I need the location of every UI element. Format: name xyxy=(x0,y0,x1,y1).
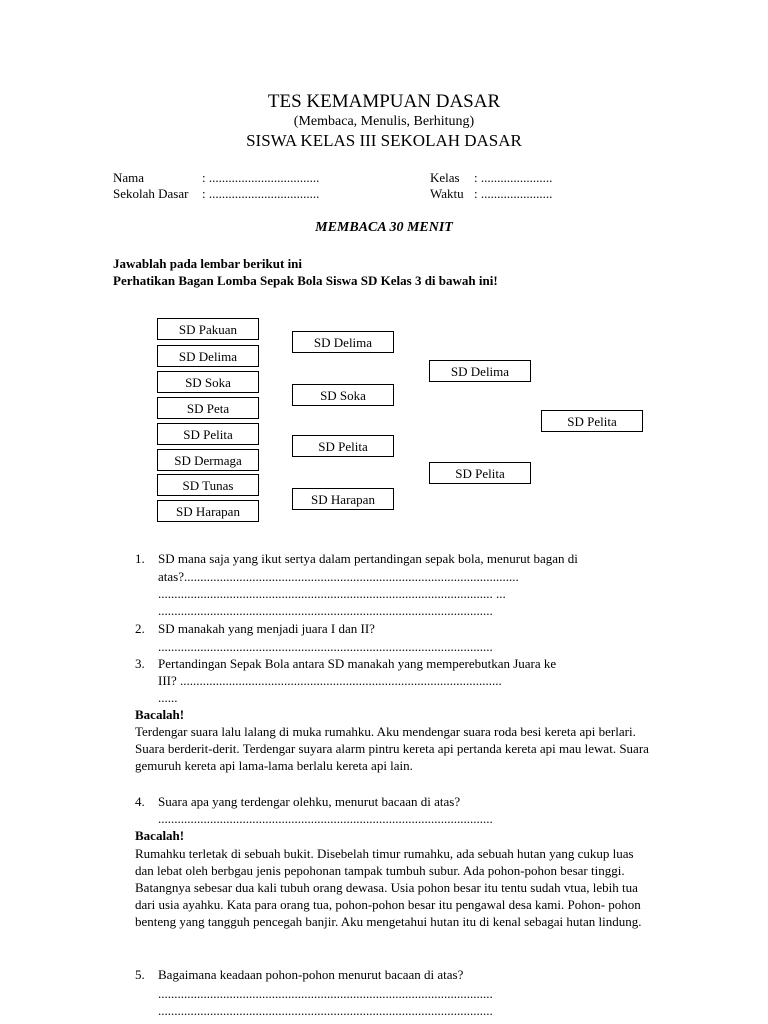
question-3-text: Pertandingan Sepak Bola antara SD manakah yang memperebutkan Juara ke xyxy=(158,656,557,671)
question-3-answer-line: ...... xyxy=(158,690,178,705)
bracket-r1-8: SD Harapan xyxy=(157,500,259,522)
bracket-final: SD Pelita xyxy=(541,410,643,432)
bracket-r1-4: SD Peta xyxy=(157,397,259,419)
sekolah-label: Sekolah Dasar xyxy=(113,186,189,201)
reading-2-text: Rumahku terletak di sebuah bukit. Disebelah timur rumahku, ada sebuah hutan yang cukup luas dan lebat oleh berbgau jenis pepohonan tampak tumbuh subur. Ada pohon-pohon besar tinggi. Batangnya sebesar dua kali tubuh orang dewasa. Usia pohon besar itu tentu sudah vtua, lebih tua dari usia ayahku. Kata para orang tua, pohon-pohon besar itu pengawal desa kami. Pohon- pohon benteng yang tangguh pencegah banjir. Aku mengetahui hutan itu di kenal sebagai hutan lindung. xyxy=(135,846,642,929)
document-title: TES KEMAMPUAN DASAR xyxy=(267,91,501,112)
bracket-r1-7: SD Tunas xyxy=(157,474,259,496)
question-3-answer-line: III? ................................................................................................... xyxy=(158,673,502,688)
bracket-r1-1: SD Pakuan xyxy=(157,318,259,340)
bracket-r1-5: SD Pelita xyxy=(157,423,259,445)
question-1-answer-line: ....................................................................................................... ... xyxy=(158,586,506,601)
nama-label: Nama xyxy=(113,170,145,185)
document-subtitle: (Membaca, Menulis, Berhitung) xyxy=(293,114,475,129)
question-4-number: 4. xyxy=(135,794,145,809)
reading-2-heading: Bacalah! xyxy=(135,828,185,843)
question-5-text: Bagaimana keadaan pohon-pohon menurut bacaan di atas? xyxy=(158,967,464,982)
instruction-line-2: Perhatikan Bagan Lomba Sepak Bola Siswa SD Kelas 3 di bawah ini! xyxy=(113,273,498,288)
waktu-label: Waktu xyxy=(430,186,464,201)
question-1-answer-line: atas?....................................................................................................... xyxy=(158,569,519,584)
waktu-field: : ...................... xyxy=(474,186,553,201)
question-4-answer-line: ....................................................................................................... xyxy=(158,811,493,826)
class-title: SISWA KELAS III SEKOLAH DASAR xyxy=(246,131,522,150)
bracket-r3-2: SD Pelita xyxy=(429,462,531,484)
reading-1-heading: Bacalah! xyxy=(135,707,185,722)
question-4-text: Suara apa yang terdengar olehku, menurut bacaan di atas? xyxy=(158,794,461,809)
reading-1-text: Terdengar suara lalu lalang di muka rumahku. Aku mendengar suara roda besi kereta api berlari. Suara berderit-derit. Terdengar suyara alarm pintru kereta api pertanda kereta api mau lewat. Suara gemuruh kereta api lama-lama berlalu kereta api lain. xyxy=(135,724,649,773)
bracket-r2-4: SD Harapan xyxy=(292,488,394,510)
question-2-number: 2. xyxy=(135,621,145,636)
question-1-text: SD mana saja yang ikut sertya dalam pertandingan sepak bola, menurut bagan di xyxy=(158,551,578,566)
kelas-field: : ...................... xyxy=(474,170,553,185)
bracket-r1-2: SD Delima xyxy=(157,345,259,367)
bracket-r2-3: SD Pelita xyxy=(292,435,394,457)
question-1-answer-line: ....................................................................................................... xyxy=(158,603,493,618)
question-5-answer-line: ....................................................................................................... xyxy=(158,1003,493,1018)
question-1-number: 1. xyxy=(135,551,145,566)
section-title: MEMBACA 30 MENIT xyxy=(315,220,453,235)
kelas-label: Kelas xyxy=(430,170,460,185)
bracket-r2-2: SD Soka xyxy=(292,384,394,406)
nama-field: : .................................. xyxy=(202,170,320,185)
bracket-r1-3: SD Soka xyxy=(157,371,259,393)
sekolah-field: : .................................. xyxy=(202,186,320,201)
question-3-number: 3. xyxy=(135,656,145,671)
question-2-answer-line: ....................................................................................................... xyxy=(158,639,493,654)
question-5-number: 5. xyxy=(135,967,145,982)
question-2-text: SD manakah yang menjadi juara I dan II? xyxy=(158,621,375,636)
question-5-answer-line: ....................................................................................................... xyxy=(158,986,493,1001)
bracket-r3-1: SD Delima xyxy=(429,360,531,382)
instruction-line-1: Jawablah pada lembar berikut ini xyxy=(113,256,303,271)
bracket-r1-6: SD Dermaga xyxy=(157,449,259,471)
bracket-r2-1: SD Delima xyxy=(292,331,394,353)
